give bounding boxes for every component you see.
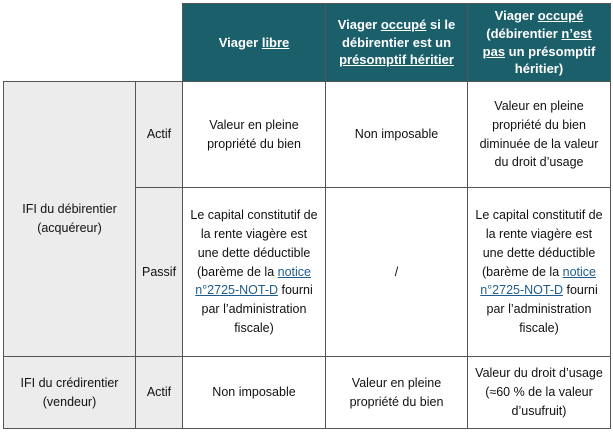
cell-text: Le capital constitutif de la rente viagère est une dette déductible (barème de la — [190, 208, 318, 279]
cell-deb-passif-occupe-heritier: / — [326, 188, 468, 357]
cell-deb-passif-occupe-non-heritier — [468, 188, 611, 357]
header-text: Viager — [337, 17, 381, 33]
header-viager-occupe-heritier — [326, 4, 468, 82]
sub-label-passif: Passif — [136, 188, 183, 357]
header-text: (débirentier — [486, 25, 562, 41]
cell-cred-actif-libre: Non imposable — [183, 357, 326, 429]
notice-link[interactable]: notice n°2725-NOT-D — [195, 264, 311, 298]
row-debirentier-actif — [4, 82, 611, 188]
header-viager-libre — [183, 4, 326, 82]
blank-corner-cell-2 — [136, 4, 183, 82]
cell-text: fourni par l’administration fiscale) — [201, 283, 313, 335]
cell-deb-passif-libre — [183, 188, 326, 357]
cell-deb-actif-occupe-non-heritier: Valeur en pleine propriété du bien diminuée de la valeur du droit d’usage — [468, 82, 611, 188]
header-underlined-text: occupé — [380, 17, 427, 33]
row-label-debirentier: IFI du débirentier (acquéreur) — [4, 82, 136, 357]
cell-cred-actif-occupe-heritier: Valeur en pleine propriété du bien — [326, 357, 468, 429]
header-text: Viager — [218, 34, 262, 50]
header-underlined-text: occupé — [537, 8, 584, 24]
header-text: un présomptif héritier) — [505, 43, 596, 77]
sub-label-actif: Actif — [136, 357, 183, 429]
header-row — [4, 4, 611, 82]
header-underlined-text: libre — [261, 34, 290, 50]
cell-cred-actif-occupe-non-heritier: Valeur du droit d’usage (≈60 % de la valeur d’usufruit) — [468, 357, 611, 429]
cell-text: Le capital constitutif de la rente viagère est une dette déductible (barème de la — [475, 208, 603, 279]
cell-text: fourni par l’administration fiscale) — [486, 283, 598, 335]
cell-deb-actif-occupe-heritier: Non imposable — [326, 82, 468, 188]
header-viager-occupe-non-heritier — [468, 4, 611, 82]
blank-corner-cell — [4, 4, 136, 82]
cell-deb-actif-libre: Valeur en pleine propriété du bien — [183, 82, 326, 188]
header-text: Viager — [494, 8, 538, 24]
sub-label-actif: Actif — [136, 82, 183, 188]
notice-link[interactable]: notice n°2725-NOT-D — [480, 264, 596, 298]
header-underlined-text: présomptif héritier — [339, 52, 454, 68]
row-credirentier-actif — [4, 357, 611, 429]
ifi-viager-table — [3, 3, 611, 429]
header-text: si le débirentier est un — [341, 17, 456, 50]
header-underlined-text: n’est pas — [482, 25, 592, 59]
row-label-credirentier: IFI du crédirentier (vendeur) — [4, 357, 136, 429]
